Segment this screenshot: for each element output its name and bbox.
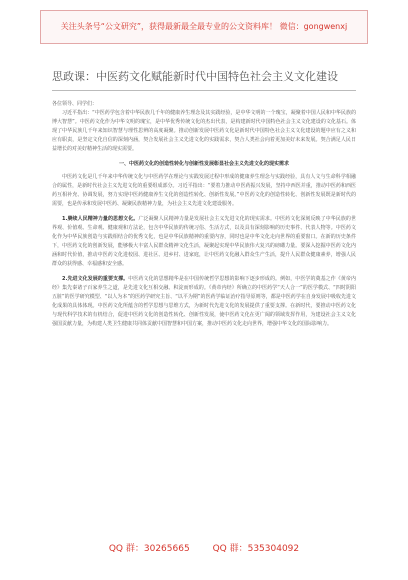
promo-banner-text: 关注头条号“公文研究”，获得最新最全最专业的公文资料库！ 微信：gongwenxj bbox=[60, 22, 348, 31]
greeting: 各位领导、同学们： bbox=[52, 101, 98, 107]
subsection-paragraph-1 bbox=[52, 215, 356, 269]
section-paragraph: 中医药文化是几千年来中华传统文化与中医药学在理论与实践发展过程中形成的健康养生理念与实践经验，具有人文与生命科学相融合的属性，是新时代社会主义先进文化的重要组成部分。习近平指出：“要着力推动中医药振兴发展，坚持中西医并重，推动中医药和西医药互相补充、协调发展，努力实现中医药健康养生文化的创造性转化、创新性发展。”中医药文化的创造性转化、创新性发展既是新时代的需要，也是传承和发展中医药、凝聚民族精神力量，为社会主义先进文化建设服务。 bbox=[52, 174, 356, 207]
footer-contact bbox=[0, 542, 408, 556]
subsection-heading-2: 2.先进文化发展的重要支撑。 bbox=[62, 276, 129, 282]
document-body bbox=[52, 100, 356, 329]
qq-group-2: QQ 群：535304092 bbox=[212, 544, 300, 554]
title-divider bbox=[52, 90, 356, 91]
intro-paragraph: 习近平指出：“中医药学包含着中华民族几千年的健康养生理念及其实践经验，是中华文明的一个瑰宝，凝聚着中国人民和中华民族的博大智慧”。中医药文化作为中华文明的瑰宝，是中华优秀传统文化的杰出代表，是构建新时代中国特色社会主义文化建设的文化基石。体现了中华民族几千年来知识智慧与理性思辨的高度凝聚。推动创新发展中医药文化是新时代中国特色社会主义文化建设的题中应有之义和应有职责，是坚定文化自信的深刻内涵，契合发展社会主义先进文化的实践需求，契合人类社会向着更加美好未来发展。契合满足人民日益增长的对美好精神生活的现实需要。 bbox=[52, 110, 356, 152]
subsection-paragraph-2 bbox=[52, 275, 356, 329]
subsection-text-2: 中医药文化的思想精华是在中国传统哲学思想的影响下逐步形成的。例如，中医学的奠基之作《黄帝内经》集先秦诸子百家养生之道，是先进文化互相交融、积淀而形成的。《黄帝内经》所确立的中医药学“天人合一”的医学模式、“四时阴阳五脏”的医学研究模型、“以人为本”的医药学研究主旨、“以平为期”的医药学临证治疗指导原则等，都是中医药学在自身发展中吸收先进文化成果的具体体现。中医药文化所蕴含的哲学思想与思维方式，为新时代先进文化的发展提供了重要支撑。在新时代，要推动中医药文化与现代科学技术的有机结合，促进中医药文化的创造性转化、创新性发展，使中医药文化在更广阔的领域发挥作用，为建设社会主义文化强国贡献力量，为构建人类卫生健康共同体贡献中国智慧和中国方案，推动中医药文化走向世界，增强中华文化的国际影响力。 bbox=[52, 276, 356, 327]
subsection-text-1: 广泛凝聚人民精神力量是发展社会主义先进文化的现实需求。中医药文化深刻反映了中华民族的世界观、价值观、生命观、健康观和方法论，包含中华民族的传统习俗、生活方式，以及具有深刻影响的历史事件、代表人物等。中医药文化作为中华民族创造与实践相结合的优秀文化，也是中华民族精神的重要内容，同时也是中华文化走向世界的重要窗口。在新的历史条件下，中医药文化的创新发展，能够极大丰富人民群众精神文化生活，凝聚起实现中华民族伟大复兴的磅礴力量。要深入挖掘中医药文化内涵和时代价值，推动中医药文化进校园、进社区、进乡村、进家庭，让中医药文化融入群众生产生活，提升人民群众健康素养，增强人民群众的获得感、幸福感和安全感。 bbox=[52, 216, 356, 267]
qq-group-1: QQ 群：30265665 bbox=[108, 544, 190, 554]
subsection-heading-1: 1.赓续人民精神力量的思想文化。 bbox=[62, 216, 139, 222]
section-heading: 一、中医药文化的创造性转化与创新性发展彰显社会主义先进文化的现实需求 bbox=[118, 161, 289, 167]
promo-banner bbox=[40, 10, 368, 44]
document-title: 思政课：中医药文化赋能新时代中国特色社会主义文化建设 bbox=[52, 70, 338, 83]
